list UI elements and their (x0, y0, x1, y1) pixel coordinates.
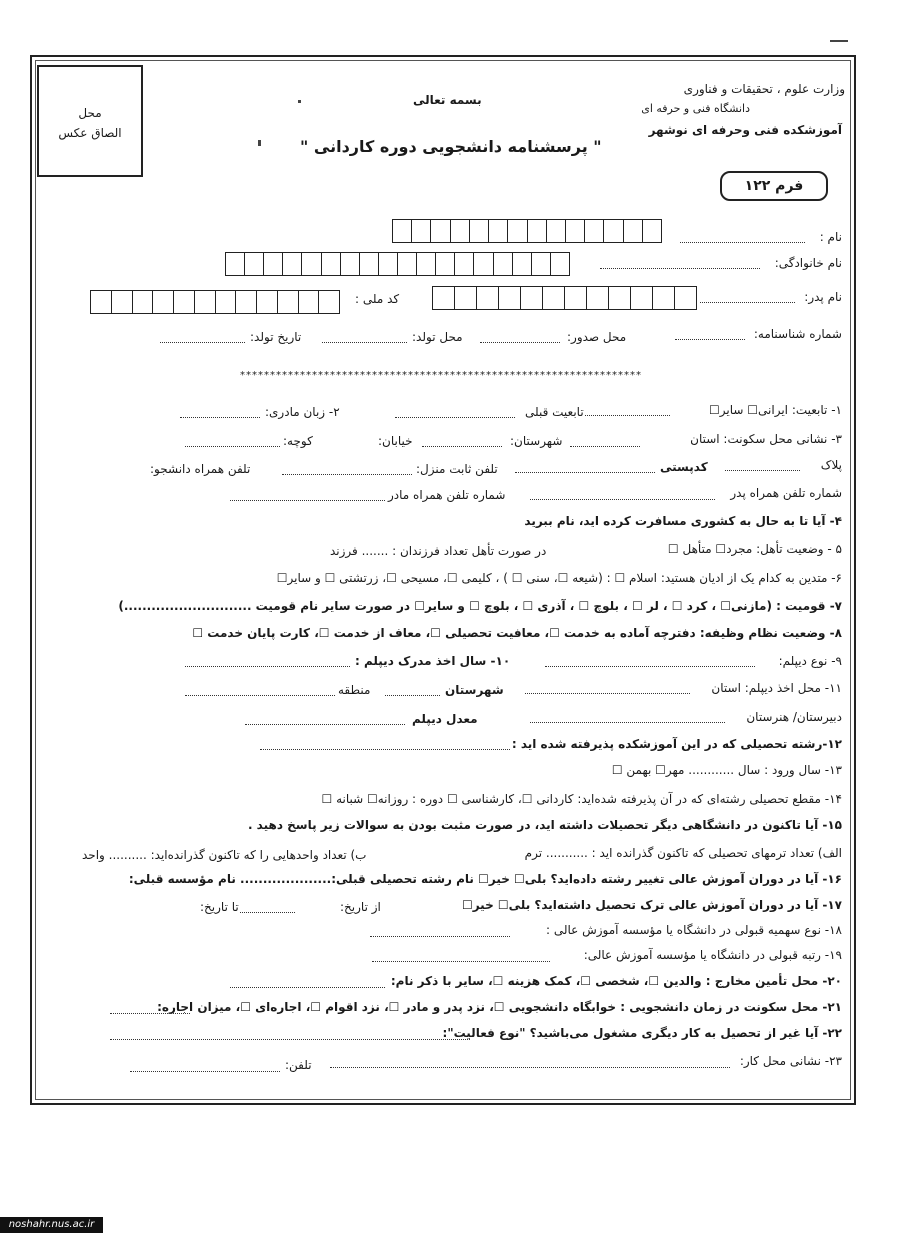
label-issue-place: محل صدور: (567, 330, 627, 344)
q1-nationality: ۱- تابعیت: ایرانی☐ سایر☐ (709, 403, 842, 417)
q3-home-phone-line[interactable] (282, 474, 412, 475)
separator-stars: ******************************************************************* (240, 370, 642, 381)
q1-prev-nationality: تابعیت قبلی (525, 405, 584, 419)
q16-change-major: ۱۶- آیا در دوران آموزش عالی تغییر رشته داده‌اید؟ بلی☐ خیر☐ نام رشته تحصیلی قبلی:.................... نام مؤسسه قبلی: (128, 872, 842, 886)
q17-to-date: تا تاریخ: (200, 900, 239, 914)
q12-line[interactable] (260, 749, 510, 750)
q19-rank: ۱۹- رتبه قبولی در دانشگاه یا مؤسسه آموزش عالی: (583, 948, 842, 962)
q3-home-phone: تلفن ثابت منزل: (416, 462, 498, 476)
q7-ethnicity: ۷- قومیت : (مازنی☐ ، کرد ☐ ، لر ☐ ، بلوچ ☐ ، آذری ☐ ، بلوچ ☐ و سایر☐ در صورت سایر نام قومیت ............................) (118, 599, 842, 613)
q15a-terms: الف) تعداد ترمهای تحصیلی که تاکنون گذرانده اید : ........... ترم (524, 846, 842, 860)
label-id-number: شماره شناسنامه: (753, 327, 842, 341)
q3-mother-mobile-line[interactable] (230, 500, 385, 501)
name-line[interactable] (680, 242, 805, 243)
q5-marital: ۵ - وضعیت تأهل: مجرد☐ متأهل ☐ (667, 542, 842, 556)
ministry-name: وزارت علوم ، تحقیقات و فناوری (683, 82, 845, 96)
q11-region: منطقه (338, 683, 371, 697)
q20-expenses: ۲۰- محل تأمین مخارج : والدین ☐، شخصی ☐، کمک هزینه ☐، سایر با ذکر نام: (390, 974, 842, 988)
basmala: بسمه تعالی (413, 93, 482, 107)
q3-plaque: پلاک (820, 458, 842, 472)
form-title: " پرسشنامه دانشجویی دوره کاردانی " (300, 137, 602, 156)
q1-line[interactable] (585, 415, 670, 416)
q10-diploma-year: ۱۰- سال اخذ مدرک دیپلم : (355, 654, 511, 668)
photo-box (37, 65, 143, 177)
q23-phone-line[interactable] (130, 1071, 280, 1072)
q3-street-line[interactable] (422, 446, 502, 447)
label-birth-place: محل تولد: (412, 330, 463, 344)
scan-speck (298, 100, 301, 103)
q3-alley: کوچه: (283, 434, 313, 448)
q11-school: دبیرستان/ هنرستان (746, 710, 842, 724)
label-national-code: کد ملی : (355, 292, 400, 306)
q12-major: ۱۲-رشته تحصیلی که در این آموزشکده پذیرفته شده اید : (511, 737, 842, 751)
q15b-units: ب) تعداد واحدهایی را که تاکنون گذرانده‌اید: .......... واحد (82, 848, 367, 862)
university-name: دانشگاه فنی و حرفه ای (641, 102, 750, 115)
q3-mother-mobile: شماره تلفن همراه مادر (388, 488, 506, 502)
q13-entry-year: ۱۳- سال ورود : سال ............ مهر☐ بهمن ☐ (611, 763, 842, 777)
birth-date-line[interactable] (160, 342, 245, 343)
q15-previous-university: ۱۵- آیا تاکنون در دانشگاهی دیگر تحصیلات داشته اید، در صورت مثبت بودن به سوالات زیر پاسخ دهید . (247, 818, 842, 832)
name-boxes[interactable] (392, 219, 662, 243)
photo-box-line1: محل (78, 106, 102, 120)
q11-city-line[interactable] (385, 695, 440, 696)
q8-military: ۸- وضعیت نظام وظیفه: دفترچه آماده به خدمت ☐، معافیت تحصیلی ☐، معاف از خدمت ☐، کارت پایان خدمت ☐ (192, 626, 842, 640)
q22-line[interactable] (110, 1039, 470, 1040)
q10-line[interactable] (185, 666, 350, 667)
q17-dropout: ۱۷- آیا در دوران آموزش عالی ترک تحصیل داشته‌اید؟ بلی☐ خیر☐ (461, 898, 842, 912)
q11-school-line[interactable] (530, 722, 725, 723)
q20-line[interactable] (230, 987, 385, 988)
birth-place-line[interactable] (322, 342, 407, 343)
q3-father-mobile: شماره تلفن همراه پدر (730, 486, 842, 500)
q3-alley-line[interactable] (185, 446, 280, 447)
q23-address-line[interactable] (330, 1067, 730, 1068)
q23-phone: تلفن: (285, 1058, 312, 1072)
q17-from-date: از تاریخ: (340, 900, 381, 914)
q2-line[interactable] (180, 417, 260, 418)
q17-to-line[interactable] (240, 912, 295, 913)
scan-speck (258, 140, 261, 146)
q23-work-address: ۲۳- نشانی محل کار: (739, 1054, 842, 1068)
q19-line[interactable] (372, 961, 550, 962)
q14-degree-level: ۱۴- مقطع تحصیلی رشته‌ای که در آن پذیرفته شده‌اید: کاردانی ☐، کارشناسی ☐ دوره : روزانه☐ شبانه ☐ (321, 792, 842, 806)
q18-line[interactable] (370, 936, 510, 937)
q3-address-province: ۳- نشانی محل سکونت: استان (690, 432, 842, 446)
q21-line[interactable] (110, 1013, 190, 1014)
q3-postal-line[interactable] (515, 472, 655, 473)
college-name: آموزشکده فنی وحرفه ای نوشهر (648, 123, 842, 137)
family-boxes[interactable] (225, 252, 570, 276)
family-line[interactable] (600, 268, 760, 269)
q11-city: شهرستان (445, 683, 504, 697)
q6-religion: ۶- متدین به کدام یک از ادیان هستید: اسلام ☐ : (شیعه ☐، سنی ☐ ) ، کلیمی ☐، مسیحی ☐، زرتشتی ☐ و سایر☐ (276, 571, 842, 585)
form-number-badge: فرم ۱۲۲ (720, 171, 828, 201)
q3-street: خیابان: (378, 434, 413, 448)
q9-diploma-type: ۹- نوع دیپلم: (778, 654, 842, 668)
q11-region-line[interactable] (185, 695, 335, 696)
photo-box-line2: الصاق عکس (58, 126, 122, 140)
q4-travel: ۴- آیا تا به حال به کشوری مسافرت کرده اید، نام ببرید (524, 514, 842, 528)
id-boxes[interactable] (90, 290, 340, 314)
site-footer-bar[interactable]: noshahr.nus.ac.ir (0, 1217, 103, 1233)
issue-place-line[interactable] (480, 342, 560, 343)
q9-line[interactable] (545, 666, 755, 667)
id-number-line[interactable] (675, 339, 745, 340)
national-code-boxes[interactable] (432, 286, 697, 310)
label-family: نام خانوادگی: (774, 256, 842, 270)
label-birth-date: تاریخ تولد: (250, 330, 302, 344)
q22-job: ۲۲- آیا غیر از تحصیل به کار دیگری مشغول می‌باشید؟ "نوع فعالیت": (442, 1026, 842, 1040)
q3-father-mobile-line[interactable] (530, 499, 715, 500)
q21-residence: ۲۱- محل سکونت در زمان دانشجویی : خوابگاه دانشجویی ☐، نزد پدر و مادر ☐، نزد اقوام ☐، اجاره‌ای ☐، میزان اجاره: (157, 1000, 842, 1014)
label-name: نام : (819, 230, 842, 244)
father-line[interactable] (700, 302, 795, 303)
q3-city: شهرستان: (510, 434, 563, 448)
q3-student-mobile: تلفن همراه دانشجو: (150, 462, 251, 476)
q3-city-line[interactable] (570, 446, 640, 447)
label-father: نام پدر: (804, 290, 842, 304)
q2-mother-tongue: ۲- زبان مادری: (265, 405, 340, 419)
q3-plaque-line[interactable] (725, 470, 800, 471)
q5-children: در صورت تأهل تعداد فرزندان : ....... فرزند (330, 544, 547, 558)
q11-province: ۱۱- محل اخذ دیپلم: استان (711, 681, 842, 695)
q11-gpa: معدل دیپلم (412, 712, 478, 726)
q3-postal-code: کدپستی (660, 460, 708, 474)
q11-province-line[interactable] (525, 693, 690, 694)
scan-speck (830, 40, 848, 42)
q11-gpa-line[interactable] (245, 724, 405, 725)
q1-prev-line[interactable] (395, 417, 515, 418)
q18-quota: ۱۸- نوع سهمیه قبولی در دانشگاه یا مؤسسه آموزش عالی : (545, 923, 842, 937)
